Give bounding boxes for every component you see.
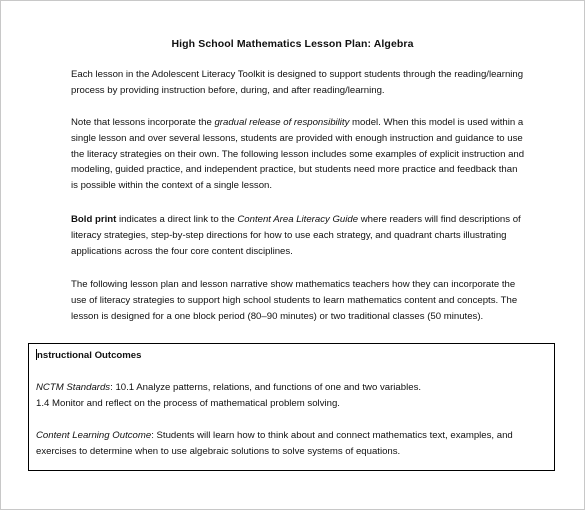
- paragraph-lesson-plan: The following lesson plan and lesson narrative show mathematics teachers how they can incorporate the use of literacy strategies to support high school students to learn mathematics content and concepts. The lesson is designed for a one block period (80–90 minutes) or two traditional classes (50 minutes).: [71, 279, 518, 322]
- p3-bold-label: Bold print: [71, 214, 117, 225]
- content-label: Content Learning Outcome: [36, 430, 152, 441]
- nctm-standards: [36, 380, 551, 412]
- p3-text-middle: indicates a direct link to the: [116, 214, 238, 225]
- p3-text-after: where readers will find descriptions of literacy strategies, step-by-step directions for how to use each strategy, and quadrant charts illustrating applications across the four core content disciplines.: [71, 214, 521, 257]
- content-learning-outcome: [36, 428, 551, 460]
- paragraph-intro: Each lesson in the Adolescent Literacy Toolkit is designed to support students through the reading/learning process by providing instruction before, during, and after reading/learning.: [71, 69, 524, 96]
- paragraph-bold-print: [71, 212, 526, 259]
- content-text: : Students will learn how to think about and connect mathematics text, examples, and exercises to determine when to use algebraic solutions to solve systems of equations.: [36, 430, 513, 457]
- p3-emphasis: Content Area Literacy Guide: [237, 214, 359, 225]
- nctm-line2: 1.4 Monitor and reflect on the process of mathematical problem solving.: [36, 397, 340, 409]
- p2-emphasis: gradual release of responsibility: [214, 117, 350, 128]
- nctm-text: : 10.1 Analyze patterns, relations, and functions of one and two variables.: [110, 382, 422, 393]
- p2-text-before: Note that lessons incorporate the: [71, 117, 215, 128]
- p2-text-after: model. When this model is used within a single lesson and over several lessons, students are provided with enough instruction and guidance to use the literacy strategies on their own. The following lesson includes some examples of explicit instruction and modeling, guided practice, and independent practice, but students need more practice and feedback than is possible within the context of a single lesson.: [71, 117, 525, 192]
- nctm-label: NCTM Standards: [36, 382, 111, 393]
- instructional-outcomes-box: [28, 343, 555, 471]
- outcomes-title-text: nstructional Outcomes: [37, 350, 142, 361]
- document-title: High School Mathematics Lesson Plan: Algebra: [171, 38, 414, 50]
- paragraph-gradual-release: [71, 115, 526, 194]
- outcomes-title[interactable]: [36, 349, 141, 361]
